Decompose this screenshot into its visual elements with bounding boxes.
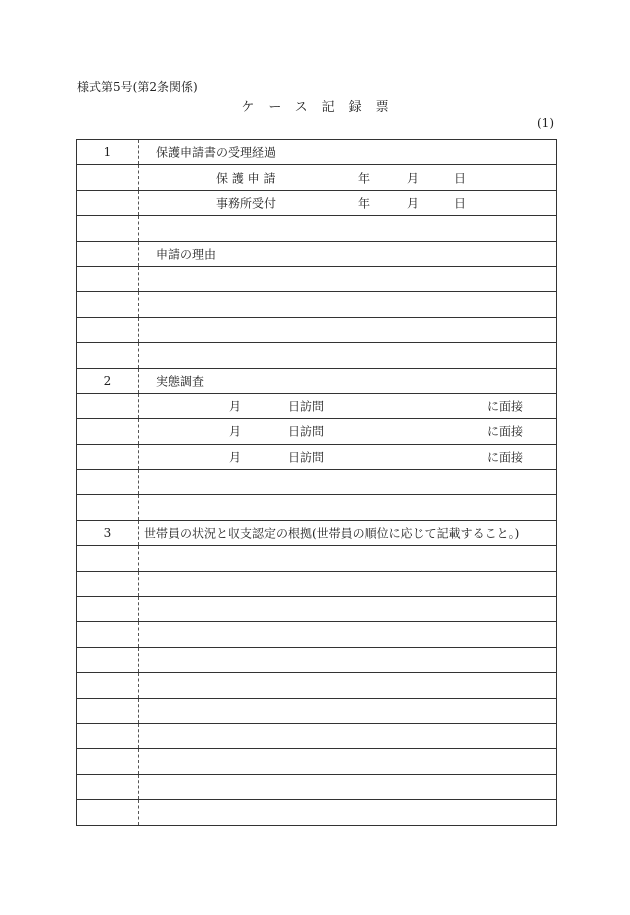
blank-row <box>77 622 557 647</box>
blank-row <box>77 800 557 825</box>
section-2-header-row <box>77 368 557 393</box>
interview-label: に面接 <box>487 450 524 465</box>
month-label: 月 <box>229 399 242 414</box>
month-label: 月 <box>229 424 242 439</box>
form-title: ケース記録票 <box>241 100 403 115</box>
visit-label: 日訪問 <box>288 424 325 439</box>
year-label: 年 <box>358 196 371 211</box>
blank-row <box>77 317 557 342</box>
row-label: 保 護 申 請 <box>216 171 276 186</box>
visit-label: 日訪問 <box>288 450 325 465</box>
form-number: 様式第5号(第2条関係) <box>77 80 198 94</box>
page-number: (1) <box>537 116 554 130</box>
month-label: 月 <box>407 196 420 211</box>
visit-label: 日訪問 <box>288 399 325 414</box>
interview-label: に面接 <box>487 424 524 439</box>
blank-row <box>77 571 557 596</box>
blank-row <box>77 698 557 723</box>
case-record-table <box>76 139 557 826</box>
visit-row <box>77 393 557 418</box>
section-1-header-row <box>77 140 557 165</box>
blank-row <box>77 495 557 520</box>
day-label: 日 <box>454 196 467 211</box>
year-label: 年 <box>358 171 371 186</box>
visit-row <box>77 444 557 469</box>
blank-row <box>77 749 557 774</box>
row-label: 事務所受付 <box>216 196 277 211</box>
section-number: 3 <box>77 520 139 545</box>
month-label: 月 <box>229 450 242 465</box>
visit-row <box>77 419 557 444</box>
blank-row <box>77 343 557 368</box>
blank-row <box>77 774 557 799</box>
section-heading: 実態調査 <box>156 374 205 389</box>
reason-label-row <box>77 241 557 266</box>
section-number: 1 <box>77 140 139 165</box>
day-label: 日 <box>454 171 467 186</box>
blank-row <box>77 266 557 291</box>
blank-row <box>77 292 557 317</box>
month-label: 月 <box>407 171 420 186</box>
blank-row <box>77 216 557 241</box>
section-3-header-row <box>77 520 557 545</box>
blank-row <box>77 470 557 495</box>
section-heading: 世帯員の状況と収支認定の根拠(世帯員の順位に応じて記載すること。) <box>144 526 520 541</box>
blank-row <box>77 647 557 672</box>
section-number: 2 <box>77 368 139 393</box>
blank-row <box>77 673 557 698</box>
application-row <box>77 165 557 190</box>
reason-label: 申請の理由 <box>156 247 217 262</box>
blank-row <box>77 597 557 622</box>
blank-row <box>77 546 557 571</box>
blank-row <box>77 723 557 748</box>
office-receipt-row <box>77 190 557 215</box>
section-heading: 保護申請書の受理経過 <box>156 145 277 160</box>
interview-label: に面接 <box>487 399 524 414</box>
